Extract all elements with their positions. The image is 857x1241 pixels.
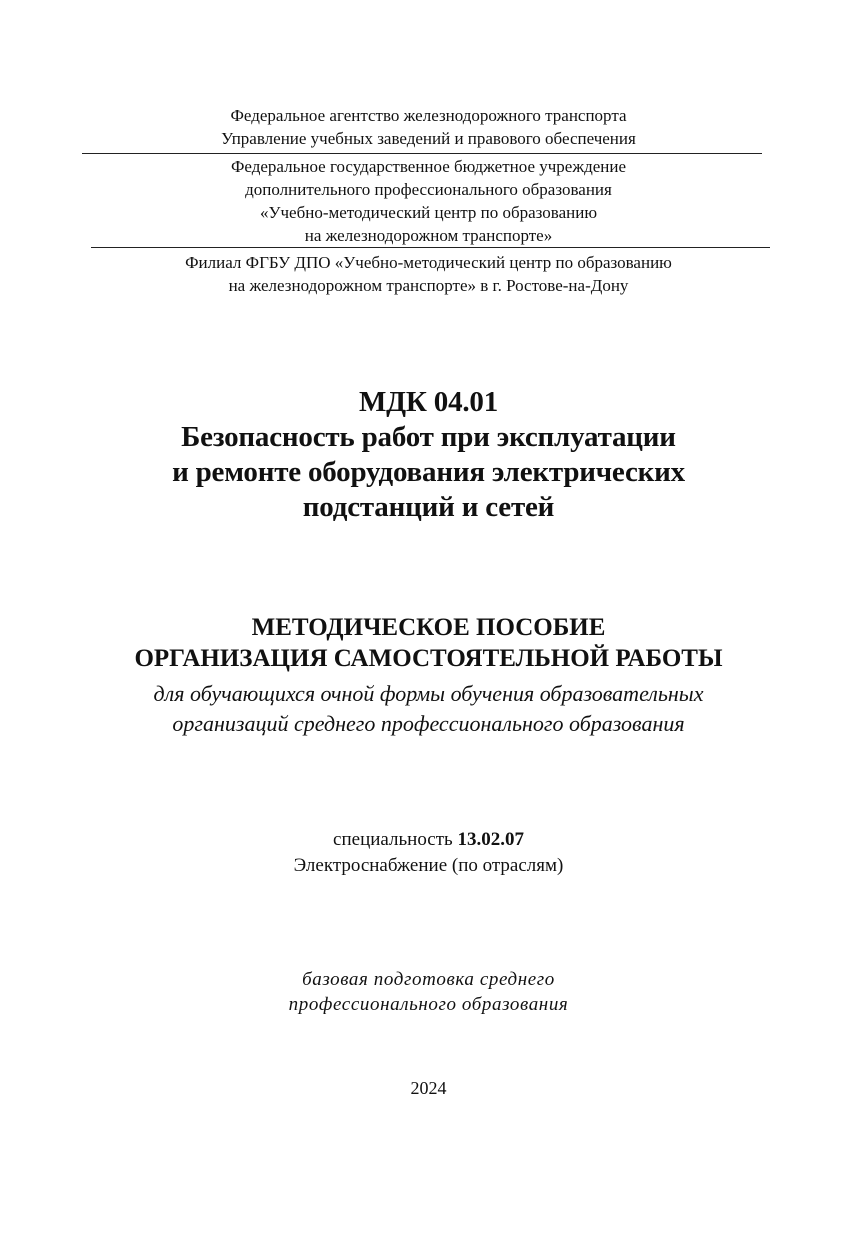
specialty-label: специальность [333, 829, 453, 850]
specialty-code: 13.02.07 [457, 829, 524, 850]
specialty-name: Электроснабжение (по отраслям) [293, 855, 564, 876]
branch-line-2: на железнодорожном транспорте» в г. Ростове-на-Дону [228, 276, 629, 295]
document-subject: ОРГАНИЗАЦИЯ САМОСТОЯТЕЛЬНОЙ РАБОТЫ [134, 645, 723, 672]
course-title-line-3: подстанций и сетей [302, 491, 555, 523]
branch-line-1: Филиал ФГБУ ДПО «Учебно-методический центр по образованию [185, 253, 672, 272]
institution-line-1: Федеральное государственное бюджетное учреждение [230, 157, 627, 176]
level-line-1: базовая подготовка среднего [302, 969, 555, 990]
agency-department: Управление учебных заведений и правового обеспечения [221, 129, 636, 148]
level-line-2: профессионального образования [288, 994, 569, 1015]
header-divider-1 [82, 153, 762, 154]
header-divider-2 [91, 247, 770, 248]
course-code: МДК 04.01 [358, 386, 499, 418]
agency-name: Федеральное агентство железнодорожного транспорта [230, 106, 627, 125]
audience-line-1: для обучающихся очной формы обучения образовательных [153, 681, 704, 706]
audience-line-2: организаций среднего профессионального образования [172, 711, 685, 736]
institution-line-3: «Учебно-методический центр по образованию [259, 203, 598, 222]
course-title-line-1: Безопасность работ при эксплуатации [181, 421, 676, 453]
institution-line-4: на железнодорожном транспорте» [304, 226, 553, 245]
specialty [0, 827, 857, 853]
institution-line-2: дополнительного профессионального образования [245, 180, 612, 199]
course-title-line-2: и ремонте оборудования электрических [172, 456, 685, 488]
publication-year: 2024 [410, 1078, 447, 1098]
document-type: МЕТОДИЧЕСКОЕ ПОСОБИЕ [251, 614, 606, 641]
